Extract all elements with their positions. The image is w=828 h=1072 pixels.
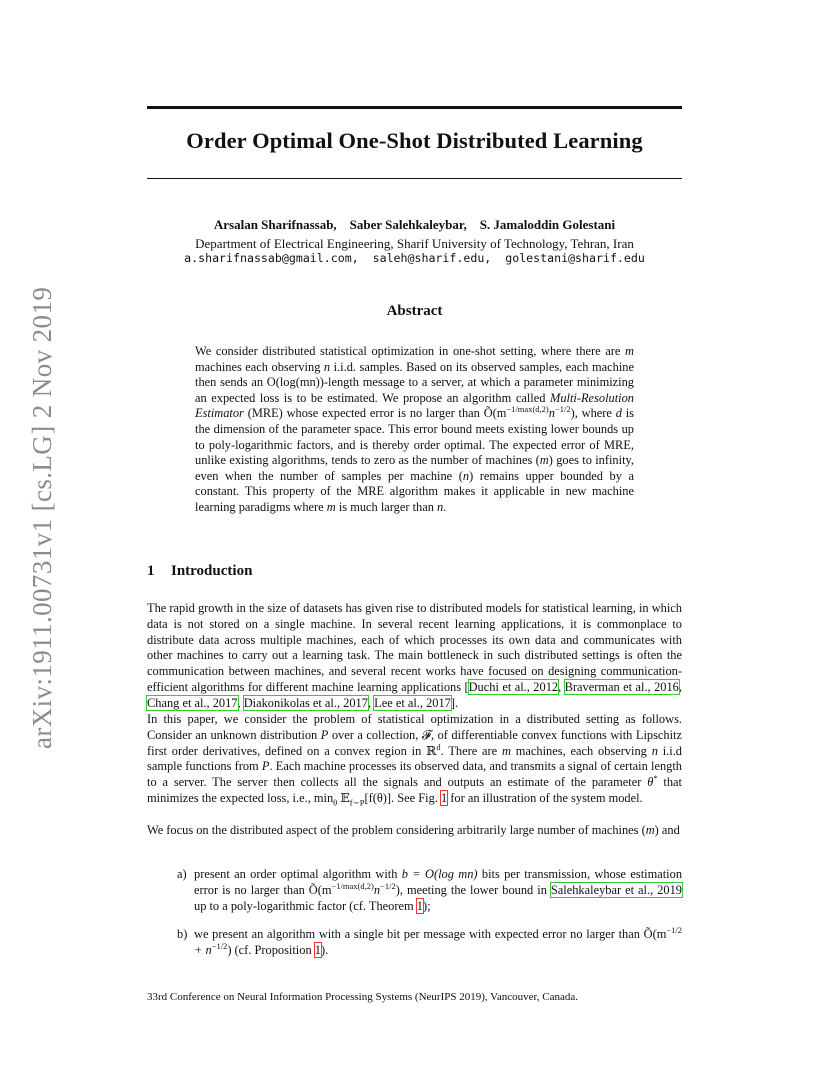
title-rule-top	[147, 106, 682, 109]
contribution-item-a: a) present an order optimal algorithm with b = O(log mn) bits per transmission, whose estimation error is no larger than $Õ(m^{-1/max(d,2)}n^{-1/2})$, meeting the lower bound in Salehkaleybar et al., 2019 up to a poly-logarithmic factor (cf. Theorem 1);	[177, 867, 683, 913]
section-heading-introduction: 1 Introduction	[147, 563, 253, 579]
method-name: Multi-Resolution Estimator	[195, 390, 634, 421]
figure-ref-link[interactable]: 1	[440, 790, 448, 805]
error-bound: $Õ(m^{-1/max(d,2)}n^{-1/2})$	[483, 404, 575, 421]
author-list: Arsalan Sharifnassab, Saber Salehkaleybar, S. Jamaloddin Golestani	[213, 217, 616, 232]
citation-link[interactable]: Braverman et al., 2016	[564, 679, 679, 694]
abstract-heading: Abstract	[386, 303, 443, 319]
abstract-text: We consider distributed statistical optimization in one-shot setting, where there are m machines each observing n i.i.d. samples. Based on its observed samples, each machine then sends an O(log(mn))-length message to a server, at which a parameter minimizing an expected loss is to be estimated. We propose an algorithm called Multi-Resolution Estimator (MRE) whose expected error is no larger than $Õ(m^{-1/max(d,2)}n^{-1/2})$, where d is the dimension of the parameter space. This error bound meets existing lower bounds up to poly-logarithmic factors, and is thereby order optimal. The expected error of MRE, unlike existing algorithms, tends to zero as the number of machines (m) goes to infinity, even when the number of samples per machine (n) remains upper bounded by a constant. This property of the MRE algorithm makes it applicable in new machine learning paradigms where m is much larger than n.	[195, 344, 635, 514]
citation-link[interactable]: Lee et al., 2017	[374, 695, 451, 710]
error-bound: $Õ(m^{-1/max(d,2)}n^{-1/2})$	[308, 880, 400, 897]
affiliation: Department of Electrical Engineering, Sharif University of Technology, Tehran, Iran	[195, 236, 634, 251]
contribution-item-b: b) we present an algorithm with a single bit per message with expected error no larger than $Õ(m^{-1/2} + n^{-1/2})$ (cf. Proposition 1).	[177, 924, 682, 957]
conference-footnote: 33rd Conference on Neural Information Processing Systems (NeurIPS 2019), Vancouver, Canada.	[147, 991, 579, 1003]
theorem-ref-link[interactable]: 1	[416, 898, 423, 913]
citation-link[interactable]: Salehkaleybar et al., 2019	[550, 882, 682, 897]
intro-paragraph-3: We focus on the distributed aspect of the problem considering arbitrarily large number of machines (m) and	[147, 823, 680, 837]
paper-title: Order Optimal One-Shot Distributed Learning	[186, 128, 643, 153]
arxiv-stamp: arXiv:1911.00731v1 [cs.LG] 2 Nov 2019	[27, 286, 57, 749]
intro-paragraph-1: The rapid growth in the size of datasets has given rise to distributed models for statistical learning, in which data is not stored on a single machine. In several recent learning applications, it is commonplace to distribute data across multiple machines, each of which processes its own data and communicates with other machines to carry out a learning task. The main bottleneck in such distributed settings is often the communication between machines, and several recent works have focused on designing communication-efficient algorithms for different machine learning applications [Duchi et al., 2012, Braverman et al., 2016, Chang et al., 2017, Diakonikolas et al., 2017, Lee et al., 2017].	[147, 601, 682, 710]
item-label: a)	[177, 867, 187, 881]
error-bound: $Õ(m^{-1/2} + n^{-1/2})$	[194, 924, 682, 957]
citation-link[interactable]: Duchi et al., 2012	[468, 679, 559, 694]
intro-paragraph-2: In this paper, we consider the problem of statistical optimization in a distributed setting as follows. Consider an unknown distribution P over a collection, 𝓕, of differentiable convex functions with Lipschitz first order derivatives, defined on a convex region in ℝ$^d$. There are m machines, each observing n i.i.d sample functions from P. Each machine processes its observed data, and transmits a signal of certain length to a server. The server then collects all the signals and outputs an estimate of the parameter θ* that minimizes the expected loss, i.e., $\min_\theta$ 𝔼$_{f\sim P}$[f(θ)]. See Fig. 1 for an illustration of the system model.	[147, 712, 683, 808]
proposition-ref-link[interactable]: 1	[314, 942, 321, 957]
citation-link[interactable]: Diakonikolas et al., 2017	[243, 695, 368, 710]
complexity-expression: O(log(mn))	[266, 375, 324, 390]
title-rule-bottom	[147, 178, 682, 179]
citation-link[interactable]: Chang et al., 2017	[147, 695, 238, 710]
author-emails: a.sharifnassab@gmail.com, saleh@sharif.edu, golestani@sharif.edu	[184, 251, 645, 265]
item-label: b)	[177, 927, 188, 941]
